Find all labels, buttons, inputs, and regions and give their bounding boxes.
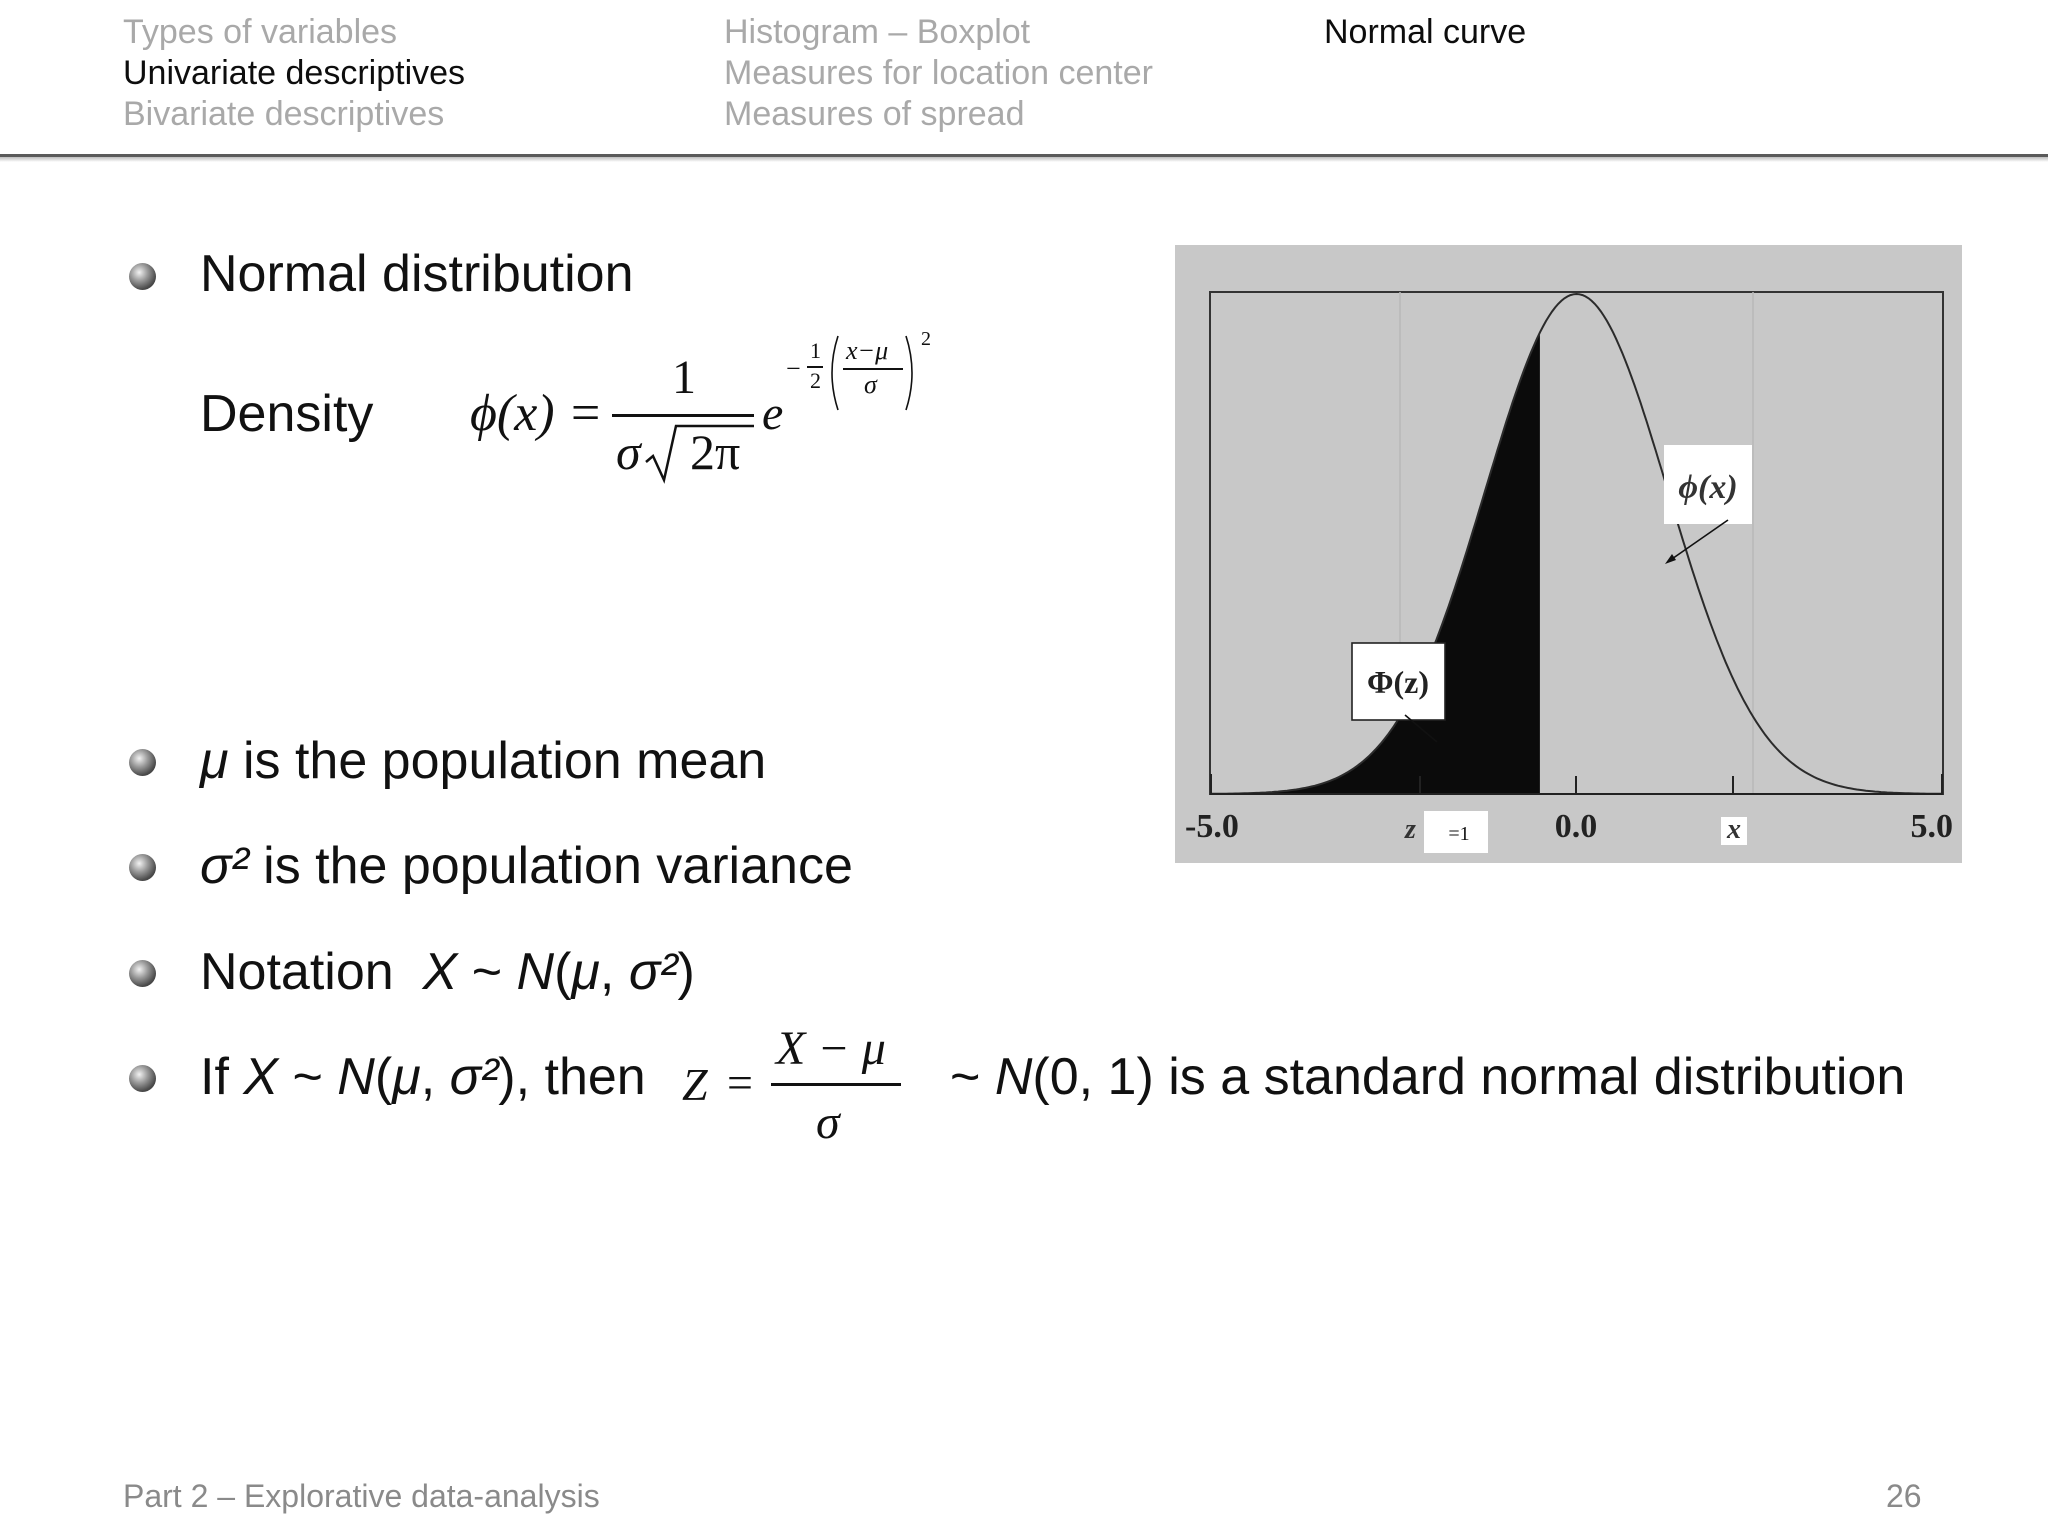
nav-item-univariate-descriptives[interactable]: Univariate descriptives bbox=[123, 54, 466, 92]
tail-tilde: ~ bbox=[950, 1048, 995, 1106]
footer-title: Part 2 – Explorative data-analysis bbox=[123, 1478, 600, 1514]
tick-label-center: 0.0 bbox=[1554, 808, 1598, 845]
two-pi: 2π bbox=[690, 424, 741, 480]
density-formula-numerator: 1 bbox=[672, 351, 696, 404]
bullet-icon bbox=[129, 1065, 156, 1092]
plot-frame bbox=[1210, 292, 1943, 794]
paren-close: ) bbox=[677, 943, 695, 1001]
x-label: x bbox=[1727, 814, 1741, 845]
notation-lead: Notation bbox=[200, 943, 423, 1001]
z-symbol: Z bbox=[682, 1059, 708, 1110]
nav-item-normal-curve[interactable]: Normal curve bbox=[1324, 13, 1527, 51]
z-note: =1 bbox=[1448, 823, 1470, 845]
sigma2-symbol: σ² bbox=[200, 837, 249, 895]
tilde: ~ bbox=[278, 1048, 338, 1106]
density-label-text: ϕ(x) bbox=[1678, 469, 1738, 506]
exponent-left-paren-icon bbox=[826, 334, 840, 412]
mu-symbol: μ bbox=[200, 732, 229, 790]
density-formula-lhs: ϕ(x) = bbox=[470, 385, 603, 442]
exponent-power: 2 bbox=[921, 328, 931, 350]
standard-normal-tail bbox=[950, 1047, 1905, 1107]
density-fraction-bar bbox=[612, 414, 754, 417]
bullet-normal-distribution: Normal distribution bbox=[200, 245, 634, 303]
exponent-half-num: 1 bbox=[810, 338, 821, 363]
header-divider-shadow bbox=[0, 157, 2048, 162]
n-symbol: N bbox=[994, 1048, 1033, 1106]
tail-text: (0, 1) is a standard normal distribution bbox=[1032, 1048, 1906, 1106]
exponent-frac-den: σ bbox=[864, 370, 877, 399]
bullet-notation bbox=[200, 942, 695, 1002]
normal-curve-svg bbox=[1175, 245, 1962, 863]
z-denominator: σ bbox=[816, 1096, 840, 1149]
bullet-text: is the population mean bbox=[228, 732, 767, 790]
nav-item-types-of-variables[interactable]: Types of variables bbox=[123, 13, 398, 51]
bullet-icon bbox=[129, 749, 156, 776]
bullet-icon bbox=[129, 263, 156, 290]
mu-symbol: μ bbox=[392, 1048, 421, 1106]
x-var: X bbox=[422, 943, 458, 1001]
z-equals: = bbox=[727, 1057, 753, 1108]
z-fraction-bar bbox=[771, 1083, 901, 1086]
cdf-label-text: Φ(z) bbox=[1366, 664, 1430, 700]
nav-item-histogram-boxplot[interactable]: Histogram – Boxplot bbox=[724, 13, 1031, 51]
nav-item-measures-of-spread[interactable]: Measures of spread bbox=[724, 95, 1025, 133]
x-var: X bbox=[243, 1048, 279, 1106]
tilde: ~ bbox=[457, 943, 517, 1001]
then-text: ), then bbox=[498, 1048, 646, 1106]
density-label: Density bbox=[200, 385, 374, 443]
bullet-population-mean bbox=[200, 731, 766, 791]
exponent-frac-num: x−μ bbox=[846, 336, 889, 365]
exponent-right-paren-icon bbox=[904, 334, 918, 412]
n-symbol: N bbox=[516, 943, 555, 1001]
nav-item-location-center[interactable]: Measures for location center bbox=[724, 54, 1153, 92]
tick-label-right: 5.0 bbox=[1910, 808, 1953, 845]
z-numerator: X − μ bbox=[776, 1022, 886, 1075]
z-label: z bbox=[1405, 814, 1416, 845]
bullet-icon bbox=[129, 960, 156, 987]
exponent-half-den: 2 bbox=[810, 368, 821, 393]
page-number: 26 bbox=[1886, 1478, 1922, 1514]
nav-item-bivariate-descriptives[interactable]: Bivariate descriptives bbox=[123, 95, 445, 133]
sigma2-symbol: σ² bbox=[449, 1048, 499, 1106]
if-lead: If bbox=[200, 1048, 244, 1106]
paren-open: ( bbox=[554, 943, 572, 1001]
density-formula-sigma: σ bbox=[616, 424, 641, 480]
shaded-cdf-area bbox=[1211, 332, 1540, 794]
normal-curve-chart bbox=[1175, 245, 1962, 863]
density-arrowhead-icon bbox=[1665, 554, 1676, 564]
tick-label-left: -5.0 bbox=[1185, 808, 1239, 845]
paren-open: ( bbox=[374, 1048, 393, 1106]
mu-symbol: μ bbox=[571, 943, 600, 1001]
bullet-standardization bbox=[200, 1047, 646, 1107]
comma: , bbox=[420, 1048, 450, 1106]
comma: , bbox=[599, 943, 629, 1001]
density-formula-e: e bbox=[762, 387, 784, 440]
density-curve bbox=[1211, 294, 1942, 794]
bullet-text: is the population variance bbox=[248, 837, 853, 895]
sigma2-symbol: σ² bbox=[628, 943, 678, 1001]
n-symbol: N bbox=[337, 1048, 375, 1106]
exponent-minus: − bbox=[786, 354, 801, 383]
bullet-population-variance bbox=[200, 836, 853, 896]
bullet-icon bbox=[129, 854, 156, 881]
density-formula-two-pi bbox=[690, 424, 740, 480]
